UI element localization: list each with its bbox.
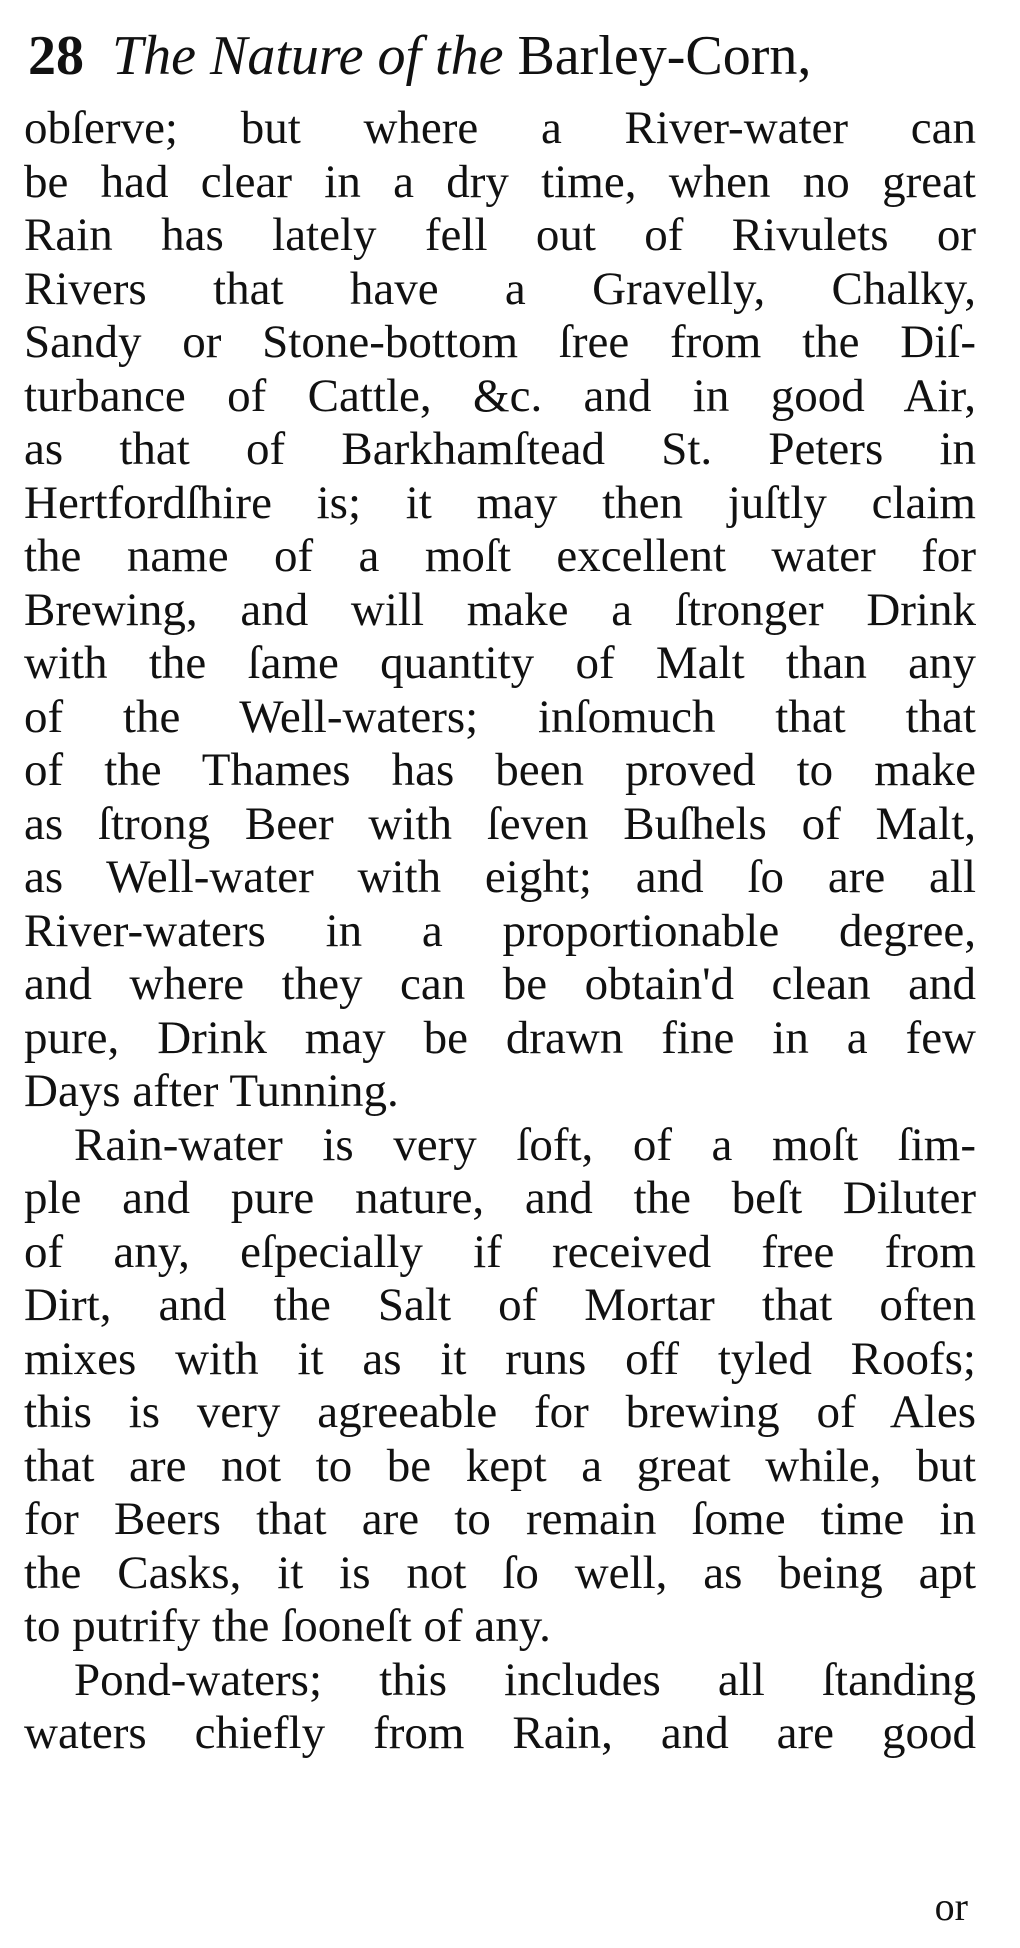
text-line: Brewing, and will make a ſtronger Drink [24,583,976,636]
text-line: Rain has lately fell out of Rivulets or [24,209,976,261]
running-title-roman: Barley-Corn, [517,25,812,87]
page-number: 28 [28,25,84,87]
text-line: the Casks, it is not ſo well, as being apt [24,1546,976,1599]
running-head [28,18,988,94]
text-line: of any, eſpecially if received free from [24,1225,976,1278]
text-line: of the Thames has been proved to make [24,744,976,796]
paragraph-last-line: to putrify the ſooneſt of any. [24,1600,551,1652]
body-text [24,102,976,1761]
text-line: as ſtrong Beer with ſeven Buſhels of Malt, [24,797,976,850]
text-line: pure, Drink may be drawn fine in a few [24,1011,976,1064]
text-line: Hertfordſhire is; it may then juſtly claim [24,476,976,529]
text-line: for Beers that are to remain ſome time in [24,1493,976,1545]
text-line: River-waters in a proportionable degree, [24,904,976,957]
text-line: turbance of Cattle, &c. and in good Air, [24,369,976,422]
text-line: and where they can be obtain'd clean and [24,958,976,1010]
text-line: with the ſame quantity of Malt than any [24,637,976,689]
text-line: as that of Barkhamſtead St. Peters in [24,423,976,475]
catchword: or [934,1884,968,1929]
text-line: as Well-water with eight; and ſo are all [24,851,976,903]
paragraph-last-line: Days after Tunning. [24,1065,399,1117]
text-line: obſerve; but where a River-water can [24,102,976,154]
text-line: mixes with it as it runs off tyled Roofs; [24,1332,976,1385]
running-title-italic: The Nature of the [112,25,504,87]
paragraph-first-line: Pond-waters; this includes all ſtanding [74,1653,976,1706]
text-line: Rivers that have a Gravelly, Chalky, [24,262,976,315]
text-line: that are not to be kept a great while, but [24,1439,976,1492]
text-line: Dirt, and the Salt of Mortar that often [24,1279,976,1331]
text-line: this is very agreeable for brewing of Ales [24,1386,976,1438]
text-line: of the Well-waters; inſomuch that that [24,690,976,743]
paragraph-first-line: Rain-water is very ſoft, of a moſt ſim- [74,1118,976,1171]
text-line: ple and pure nature, and the beſt Diluter [24,1172,976,1224]
text-line: the name of a moſt excellent water for [24,530,976,582]
text-line: be had clear in a dry time, when no great [24,155,976,208]
text-line: waters chiefly from Rain, and are good [24,1707,976,1759]
text-line: Sandy or Stone-bottom ſree from the Diſ- [24,316,976,368]
